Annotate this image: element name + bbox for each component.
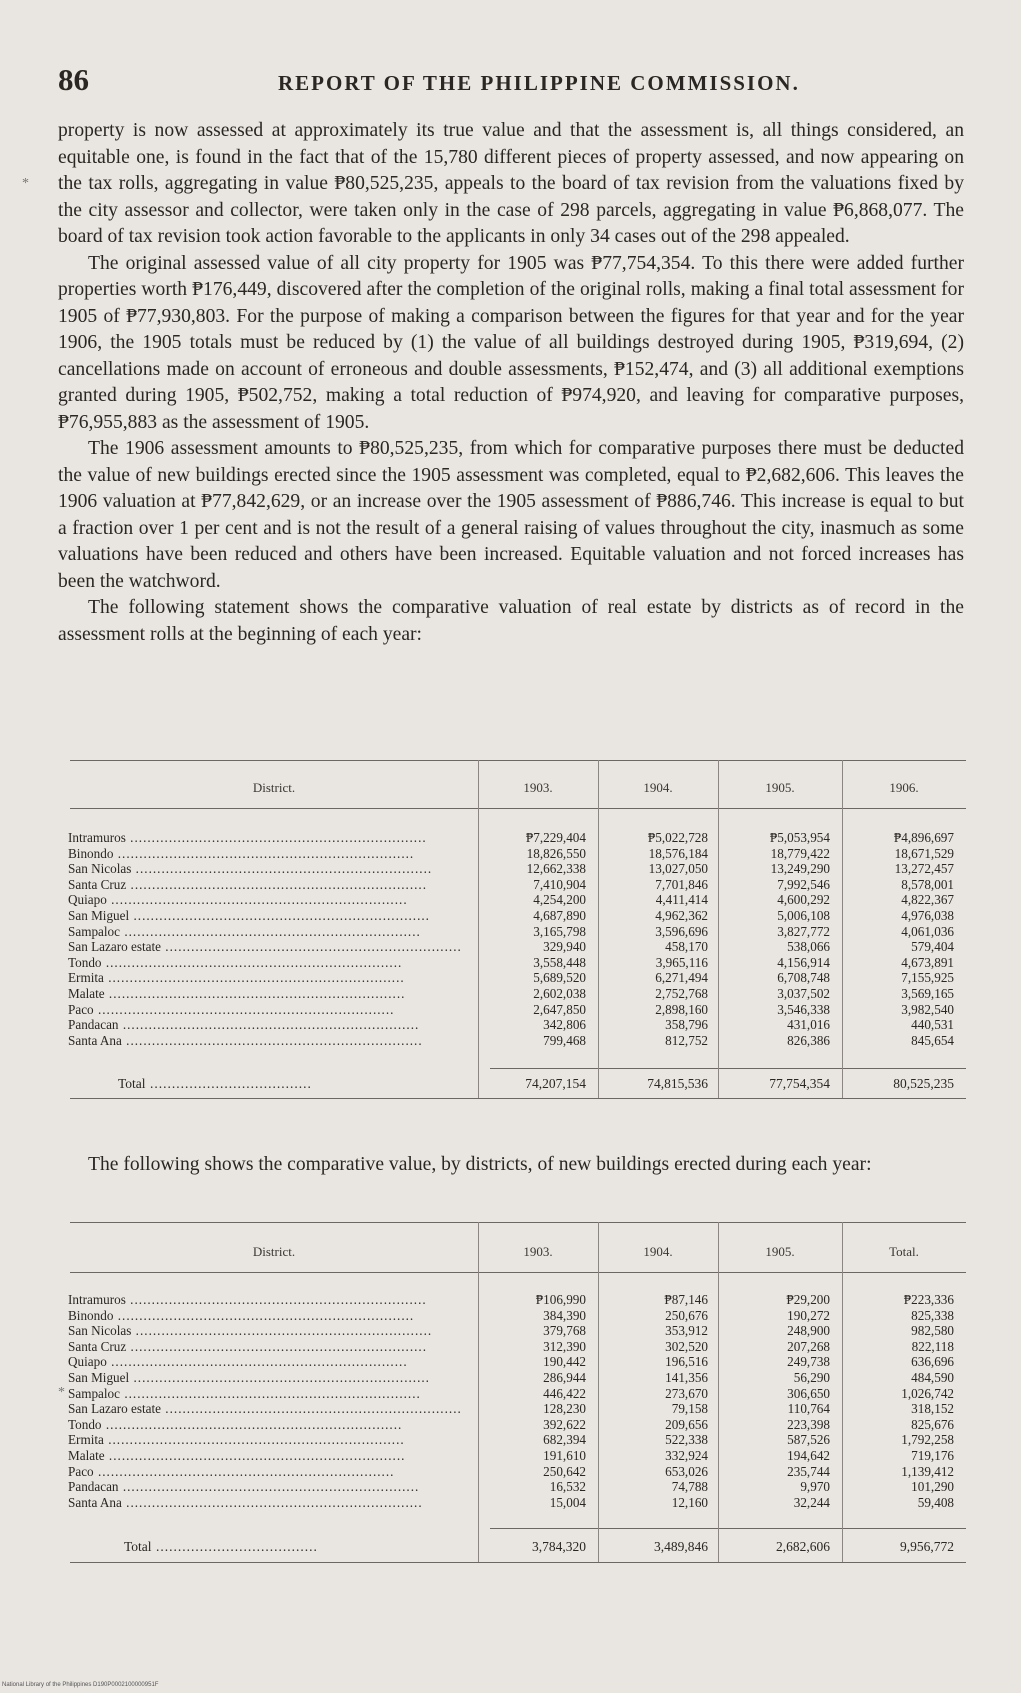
table-cell: ₱5,053,954 — [769, 830, 830, 845]
table-cell: 8,578,001 — [901, 876, 954, 892]
table-cell: San Lazaro estate ..... — [68, 939, 470, 955]
table-cell: 196,516 — [665, 1354, 708, 1370]
table-cell: 982,580 — [911, 1323, 954, 1339]
table-cell: 358,796 — [665, 1017, 708, 1033]
table-cell: 3,596,696 — [655, 923, 708, 939]
table1-header-district: District. — [252, 780, 296, 795]
table1-header-1903: 1903. — [523, 780, 553, 795]
table1-total-1904: 74,815,536 — [647, 1076, 708, 1091]
table-cell: Malate ..... — [68, 1448, 470, 1464]
table-cell: 13,249,290 — [770, 861, 830, 877]
table-cell: 329,940 — [543, 939, 586, 955]
table-cell: 141,356 — [665, 1369, 708, 1385]
table-cell: 682,394 — [543, 1432, 586, 1448]
table-cell: 9,970 — [800, 1479, 830, 1495]
table-cell: Binondo ..... — [68, 846, 470, 862]
table-cell: 191,610 — [543, 1447, 586, 1463]
table-cell: Santa Cruz ..... — [68, 877, 470, 893]
table-cell: 7,410,904 — [533, 876, 586, 892]
table-cell: 318,152 — [911, 1401, 954, 1417]
table-cell: Pandacan ..... — [68, 1479, 470, 1495]
table-cell: 207,268 — [787, 1338, 830, 1354]
table-cell: 7,701,846 — [655, 876, 708, 892]
table-cell: 4,976,038 — [901, 907, 954, 923]
table1-header-1904: 1904. — [643, 780, 673, 795]
table-cell: ₱106,990 — [535, 1292, 586, 1307]
table-cell: 587,526 — [787, 1432, 830, 1448]
table-cell: Ermita ..... — [68, 970, 470, 986]
table-cell: 2,647,850 — [533, 1001, 586, 1017]
table-cell: 286,944 — [543, 1369, 586, 1385]
table-cell: 74,788 — [671, 1479, 708, 1495]
table-cell: 110,764 — [787, 1401, 830, 1417]
table-cell: 235,744 — [787, 1463, 830, 1479]
table1-total-1903: 74,207,154 — [525, 1076, 586, 1091]
table-cell: 538,066 — [787, 939, 830, 955]
table-cell: 6,271,494 — [655, 970, 708, 986]
body-text — [58, 118, 964, 648]
table-cell: 312,390 — [543, 1338, 586, 1354]
table-cell: Quiapo ..... — [68, 892, 470, 908]
table2-total-1903: 3,784,320 — [532, 1539, 586, 1554]
table-cell: 822,118 — [911, 1338, 954, 1354]
table-cell: Pandacan ..... — [68, 1017, 470, 1033]
table2-total-column — [846, 1292, 954, 1510]
table-cell: 7,155,925 — [901, 970, 954, 986]
table-cell: San Miguel ..... — [68, 908, 470, 924]
table-cell: 522,338 — [665, 1432, 708, 1448]
table-cell: 249,738 — [787, 1354, 830, 1370]
table-cell: Sampaloc ..... — [68, 924, 470, 940]
table-cell: ₱5,022,728 — [647, 830, 708, 845]
paragraph-2: The original assessed value of all city property for 1905 was ₱77,754,354. To this there were added further properties worth ₱176,449, discovered after the completion of the original rolls, making a final total assessment for 1905 of ₱77,930,803. For the purpose of making a comparison between the figures for that year and for the year 1906, the 1905 totals must be reduced by (1) the value of all buildings destroyed during 1905, ₱319,694, (2) cancellations made on account of erroneous and double assessments, ₱152,474, and (3) all additional exemptions granted during 1905, ₱502,752, making a total reduction of ₱974,920, and leaving for comparative purposes, ₱76,955,883 as the assessment of 1905. — [58, 252, 964, 433]
table2-total-label: Total ..... — [124, 1539, 470, 1555]
table-cell: Santa Cruz ..... — [68, 1339, 470, 1355]
table-cell: 825,676 — [911, 1416, 954, 1432]
paragraph-1: property is now assessed at approximately its true value and that the assessment is, all things considered, an equitable one, is found in the fact that of the 15,780 different pieces of property assessed, and now appearing on the tax rolls, aggregating in value ₱80,525,235, appeals to the board of tax revision from the valuations fixed by the city assessor and collector, were taken only in the case of 298 parcels, aggregating in value ₱6,868,077. The board of tax revision took action favorable to the applicants in only 34 cases out of the 298 appealed. — [58, 120, 964, 247]
table-cell: 15,004 — [549, 1494, 586, 1510]
table1-total-1906: 80,525,235 — [893, 1076, 954, 1091]
table-cell: 392,622 — [543, 1416, 586, 1432]
table-cell: 12,662,338 — [526, 861, 586, 877]
table-cell: ₱223,336 — [903, 1292, 954, 1307]
table-cell: 3,558,448 — [533, 954, 586, 970]
table-cell: 3,569,165 — [901, 985, 954, 1001]
table-cell: 13,272,457 — [894, 861, 954, 877]
table-cell: 3,965,116 — [655, 954, 708, 970]
table-cell: 2,752,768 — [655, 985, 708, 1001]
table-cell: 306,650 — [787, 1385, 830, 1401]
table-cell: 12,160 — [671, 1494, 708, 1510]
table-cell: 18,671,529 — [894, 845, 954, 861]
table-cell: 4,061,036 — [901, 923, 954, 939]
table-cell: 18,779,422 — [770, 845, 830, 861]
table-cell: Malate ..... — [68, 986, 470, 1002]
table1-district-column — [68, 830, 470, 1048]
table-cell: 579,404 — [911, 939, 954, 955]
table2-total-1904: 3,489,846 — [654, 1539, 708, 1554]
table-cell: 250,676 — [665, 1307, 708, 1323]
table2-intro — [58, 1152, 964, 1179]
table-cell: 79,158 — [671, 1401, 708, 1417]
table-cell: 2,898,160 — [655, 1001, 708, 1017]
table2-1905-column — [722, 1292, 830, 1510]
table2-header-1903: 1903. — [523, 1244, 553, 1259]
table-cell: 3,827,772 — [777, 923, 830, 939]
table-cell: Tondo ..... — [68, 955, 470, 971]
table-cell: 431,016 — [787, 1017, 830, 1033]
page-number: 86 — [58, 62, 89, 97]
table-cell: 2,602,038 — [533, 985, 586, 1001]
table-cell: 845,654 — [911, 1032, 954, 1048]
table-cell: Quiapo ..... — [68, 1354, 470, 1370]
table-cell: 4,822,367 — [901, 892, 954, 908]
table-cell: 3,165,798 — [533, 923, 586, 939]
table-cell: 446,422 — [543, 1385, 586, 1401]
table1-header-1906: 1906. — [889, 780, 919, 795]
table-cell: Sampaloc ..... — [68, 1386, 470, 1402]
table-cell: 440,531 — [911, 1017, 954, 1033]
table-cell: 7,992,546 — [777, 876, 830, 892]
table-cell: 1,792,258 — [901, 1432, 954, 1448]
table-cell: 1,026,742 — [901, 1385, 954, 1401]
table-cell: 812,752 — [665, 1032, 708, 1048]
table2-header-1904: 1904. — [643, 1244, 673, 1259]
table1-1903-column — [482, 830, 586, 1048]
table-cell: 799,468 — [543, 1032, 586, 1048]
table-cell: 484,590 — [911, 1369, 954, 1385]
table-cell: 636,696 — [911, 1354, 954, 1370]
table-cell: 248,900 — [787, 1323, 830, 1339]
table-cell: 653,026 — [665, 1463, 708, 1479]
table2-total-total: 9,956,772 — [900, 1539, 954, 1554]
table-cell: 128,230 — [543, 1401, 586, 1417]
table-cell: 458,170 — [665, 939, 708, 955]
table-cell: Tondo ..... — [68, 1417, 470, 1433]
table-cell: 18,576,184 — [648, 845, 708, 861]
table1-total-1905: 77,754,354 — [769, 1076, 830, 1091]
table-cell: 4,254,200 — [533, 892, 586, 908]
table-cell: Paco ..... — [68, 1002, 470, 1018]
table-cell: 194,642 — [787, 1447, 830, 1463]
table-cell: 273,670 — [665, 1385, 708, 1401]
table-cell: 32,244 — [793, 1494, 830, 1510]
margin-asterisk-2: * — [58, 1385, 65, 1400]
table2-1903-column — [482, 1292, 586, 1510]
table-cell: ₱4,896,697 — [893, 830, 954, 845]
table-cell: Paco ..... — [68, 1464, 470, 1480]
table-cell: 384,390 — [543, 1307, 586, 1323]
table-cell: 16,532 — [549, 1479, 586, 1495]
table2-header-total: Total. — [889, 1244, 919, 1259]
table1-total-label: Total ..... — [118, 1076, 470, 1092]
table-cell: San Miguel ..... — [68, 1370, 470, 1386]
table1-header-1905: 1905. — [765, 780, 795, 795]
table-cell: 101,290 — [911, 1479, 954, 1495]
table-cell: Ermita ..... — [68, 1432, 470, 1448]
table-cell: 18,826,550 — [526, 845, 586, 861]
table-cell: 4,156,914 — [777, 954, 830, 970]
table-cell: ₱87,146 — [664, 1292, 708, 1307]
table-cell: 190,442 — [543, 1354, 586, 1370]
table-cell: 4,687,890 — [533, 907, 586, 923]
table-cell: 190,272 — [787, 1307, 830, 1323]
table2-header-1905: 1905. — [765, 1244, 795, 1259]
table-cell: Intramuros ..... — [68, 830, 470, 846]
page-header — [58, 62, 968, 98]
table-cell: Binondo ..... — [68, 1308, 470, 1324]
footer-credit: National Library of the Philippines D190P0002100000951F — [2, 1682, 159, 1688]
table1-1906-column — [846, 830, 954, 1048]
table2-header-district: District. — [252, 1244, 296, 1259]
table2-1904-column — [602, 1292, 708, 1510]
table-cell: Intramuros ..... — [68, 1292, 470, 1308]
table1-1904-column — [602, 830, 708, 1048]
paragraph-4: The following statement shows the comparative valuation of real estate by districts as of record in the assessment rolls at the beginning of each year: — [58, 597, 964, 645]
paragraph-3: The 1906 assessment amounts to ₱80,525,235, from which for comparative purposes there must be deducted the value of new buildings erected since the 1905 assessment was completed, equal to ₱2,682,606. This leaves the 1906 valuation at ₱77,842,629, or an increase over the 1905 assessment of ₱886,746. This increase is equal to but a fraction over 1 per cent and is not the result of a general raising of values throughout the city, inasmuch as some valuations have been reduced and others have been increased. Equitable valuation and not forced increases has been the watchword. — [58, 438, 964, 592]
table-cell: 209,656 — [665, 1416, 708, 1432]
table-cell: 13,027,050 — [648, 861, 708, 877]
table-cell: Santa Ana ..... — [68, 1033, 470, 1049]
table-cell: 250,642 — [543, 1463, 586, 1479]
table-cell: 719,176 — [911, 1447, 954, 1463]
running-head: REPORT OF THE PHILIPPINE COMMISSION. — [278, 71, 800, 95]
table-cell: 4,673,891 — [901, 954, 954, 970]
table-cell: 5,689,520 — [533, 970, 586, 986]
table-cell: 3,546,338 — [777, 1001, 830, 1017]
table2-district-column — [68, 1292, 470, 1510]
table-cell: 353,912 — [665, 1323, 708, 1339]
table1-1905-column — [722, 830, 830, 1048]
table-cell: 4,962,362 — [655, 907, 708, 923]
table-cell: ₱29,200 — [786, 1292, 830, 1307]
table-cell: San Lazaro estate ..... — [68, 1401, 470, 1417]
table-cell: 6,708,748 — [777, 970, 830, 986]
table-cell: 302,520 — [665, 1338, 708, 1354]
margin-asterisk: * — [22, 176, 29, 191]
table-cell: 826,386 — [787, 1032, 830, 1048]
paragraph-5: The following shows the comparative value, by districts, of new buildings erected during each year: — [88, 1154, 872, 1175]
table-cell: San Nicolas ..... — [68, 861, 470, 877]
table-cell: 332,924 — [665, 1447, 708, 1463]
table-cell: 379,768 — [543, 1323, 586, 1339]
table-cell: Santa Ana ..... — [68, 1495, 470, 1511]
table2-total-1905: 2,682,606 — [776, 1539, 830, 1554]
table-cell: 4,600,292 — [777, 892, 830, 908]
table-cell: 223,398 — [787, 1416, 830, 1432]
table-cell: 3,982,540 — [901, 1001, 954, 1017]
table-cell: San Nicolas ..... — [68, 1323, 470, 1339]
table-cell: 5,006,108 — [777, 907, 830, 923]
table-cell: 59,408 — [917, 1494, 954, 1510]
table-cell: 3,037,502 — [777, 985, 830, 1001]
table-cell: ₱7,229,404 — [525, 830, 586, 845]
table-cell: 4,411,414 — [655, 892, 708, 908]
table-cell: 342,806 — [543, 1017, 586, 1033]
table-cell: 825,338 — [911, 1307, 954, 1323]
table-cell: 1,139,412 — [901, 1463, 954, 1479]
table-cell: 56,290 — [793, 1369, 830, 1385]
